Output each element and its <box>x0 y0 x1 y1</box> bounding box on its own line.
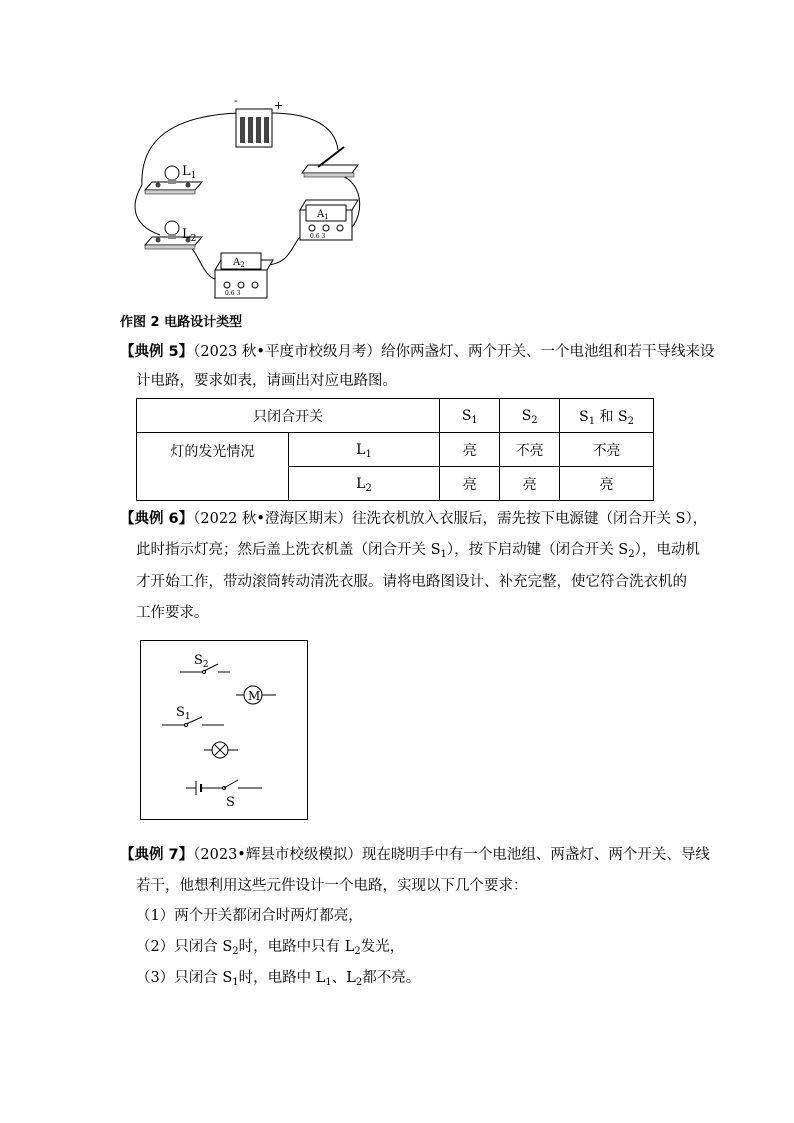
requirement-2: （2）只闭合 $S_2$时，电路中只有 $L_2$发光， <box>136 939 405 957</box>
ammeter-a1-label: $A_1$ <box>317 209 329 221</box>
switch-s2-label: $S_2$ <box>194 653 209 670</box>
wire <box>270 113 338 150</box>
svg-text:-: - <box>234 95 238 107</box>
table-header-s1: $S_1$ <box>440 399 500 433</box>
ammeter-a2-label: $A_2$ <box>233 257 245 269</box>
table-cell-lamp: $L_1$ <box>288 433 440 467</box>
table-cell: 亮 <box>440 467 500 501</box>
figure-caption: 作图 2 电路设计类型 <box>120 315 243 330</box>
table-row <box>137 433 654 467</box>
circuit-components-figure <box>140 640 308 820</box>
switch-icon <box>302 147 358 177</box>
table-cell: 不亮 <box>500 433 560 467</box>
requirement-1: （1）两个开关都闭合时两灯都亮， <box>136 908 363 924</box>
example-7-tag: 【典例 7】 <box>120 847 194 863</box>
lamp-l1-label: $L_1$ <box>182 164 197 181</box>
switch-s-label: S <box>226 795 235 810</box>
example-5-source: （2023 秋•平度市校级月考） <box>193 344 381 360</box>
svg-text:+: + <box>274 99 284 112</box>
svg-text:M: M <box>248 689 261 703</box>
ammeter-a1-icon <box>300 200 358 240</box>
example-6-line-1: 【典例 6】（2022 秋•澄海区期末）往洗衣机放入衣服后，需先按下电源键（闭合开关 S）， <box>120 511 708 527</box>
table-row <box>137 399 654 433</box>
table-header-s1-s2: $S_1$ 和 $S_2$ <box>560 399 654 433</box>
table-row-label: 灯的发光情况 <box>137 433 289 501</box>
example-5-tag: 【典例 5】 <box>120 344 194 360</box>
lamp-l2-icon <box>145 221 202 249</box>
svg-text:0.6 3: 0.6 3 <box>225 290 241 297</box>
switch-s1-label: $S_1$ <box>176 705 191 722</box>
example-7-line-2: 若干，他想利用这些元件设计一个电路，实现以下几个要求： <box>136 878 528 894</box>
battery-icon <box>234 95 283 147</box>
table-cell-lamp: $L_2$ <box>288 467 440 501</box>
table-cell: 亮 <box>500 467 560 501</box>
example-5-line-1: 【典例 5】（2023 秋•平度市校级月考）给你两盏灯、两个开关、一个电池组和若干导线来设 <box>120 344 715 360</box>
table-header-s2: $S_2$ <box>500 399 560 433</box>
physical-circuit-figure <box>120 95 390 305</box>
example-6-source: （2022 秋•澄海区期末） <box>193 511 352 527</box>
example-7-source: （2023•辉县市校级模拟） <box>193 847 362 863</box>
requirement-3: （3）只闭合 $S_1$时，电路中 $L_1$、$L_2$都不亮。 <box>136 970 421 988</box>
table-cell: 亮 <box>440 433 500 467</box>
svg-text:0.6 3: 0.6 3 <box>310 233 326 240</box>
example-6-line-2: 此时指示灯亮；然后盖上洗衣机盖（闭合开关 $S_1$），按下启动键（闭合开关 $S_2$），电动机 <box>136 542 700 560</box>
example-7-line-1: 【典例 7】（2023•辉县市校级模拟）现在晓明手中有一个电池组、两盏灯、两个开关、导线 <box>120 847 710 863</box>
table-cell: 亮 <box>560 467 654 501</box>
example-5-line-2: 计电路，要求如表，请画出对应电路图。 <box>136 373 397 389</box>
example-6-tag: 【典例 6】 <box>120 511 194 527</box>
ammeter-a2-icon <box>215 253 273 298</box>
example-6-line-4: 工作要求。 <box>136 605 209 621</box>
table-cell: 不亮 <box>560 433 654 467</box>
table-header-switch: 只闭合开关 <box>137 399 440 433</box>
requirements-table <box>136 398 654 501</box>
example-6-line-3: 才开始工作，带动滚筒转动清洗衣服。请将电路图设计、补充完整，使它符合洗衣机的 <box>136 574 687 590</box>
lamp-l1-icon <box>145 164 202 194</box>
lamp-l2-label: $L_2$ <box>182 227 197 244</box>
